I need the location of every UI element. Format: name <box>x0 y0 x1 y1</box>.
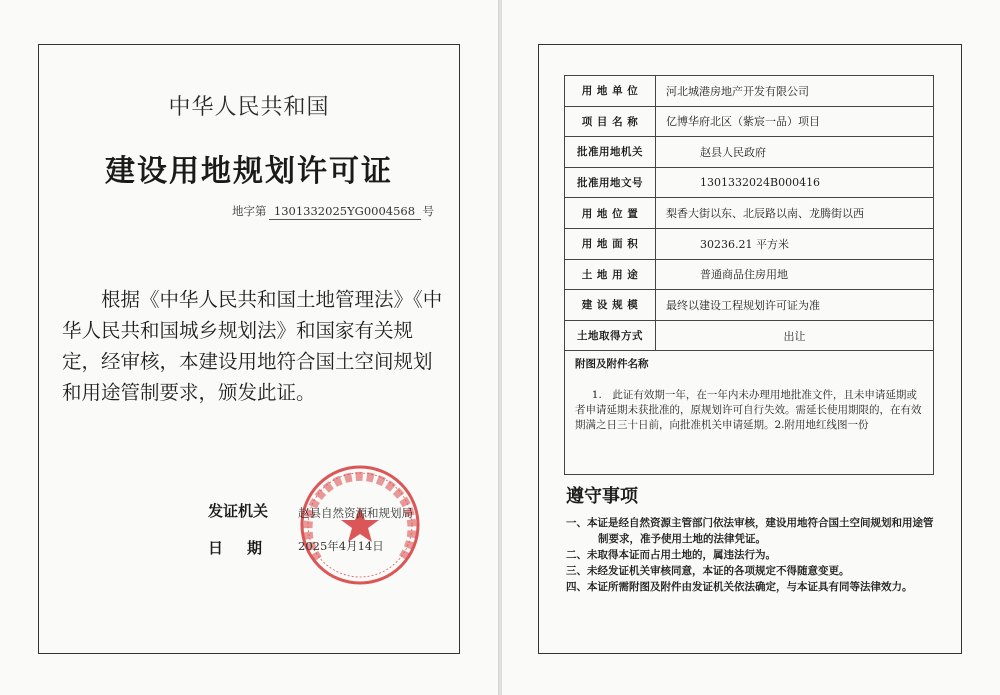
notice-title: 遵守事项 <box>566 486 638 507</box>
row-value: 赵县人民政府 <box>656 137 934 168</box>
table-row <box>565 320 934 351</box>
notice-item: 三、未经发证机关审核同意，本证的各项规定不得随意变更。 <box>566 565 850 577</box>
land-info-table <box>564 75 934 475</box>
row-label: 用 地 位 置 <box>565 198 656 229</box>
certificate-number-line <box>232 203 434 220</box>
country-name: 中华人民共和国 <box>168 95 330 120</box>
row-value: 梨香大街以东、北辰路以南、龙腾街以西 <box>656 198 934 229</box>
table-row <box>565 290 934 321</box>
row-label: 用 地 单 位 <box>565 76 656 107</box>
notice-item: 四、本证所需附图及附件由发证机关依法确定，与本证具有同等法律效力。 <box>566 581 913 593</box>
table-row <box>565 106 934 137</box>
certificate-number: 1301332025YG0004568 <box>269 204 421 220</box>
issuer-label: 发证机关 <box>208 502 269 520</box>
row-label: 土 地 用 途 <box>565 259 656 290</box>
cert-no-prefix: 地字第 <box>232 204 267 218</box>
row-value: 1301332024B000416 <box>656 167 934 198</box>
row-value: 30236.21 平方米 <box>656 228 934 259</box>
issuer-name: 赵县自然资源和规划局 <box>298 506 413 520</box>
row-value: 最终以建设工程规划许可证为准 <box>656 290 934 321</box>
table-row <box>565 167 934 198</box>
row-label: 建 设 规 模 <box>565 290 656 321</box>
row-value: 亿博华府北区（紫宸一品）项目 <box>656 106 934 137</box>
row-label: 批准用地机关 <box>565 137 656 168</box>
row-label: 土地取得方式 <box>565 320 656 351</box>
table-row <box>565 198 934 229</box>
row-label: 用 地 面 积 <box>565 228 656 259</box>
attachments-text: 1. 此证有效期一年，在一年内未办理用地批准文件，且未申请延期或者申请延期未获批准的，原规划许可自行失效。需延长使用期限的，在有效期满之日三十日前，向批准机关申请延期。2.附用地红线图一份 <box>575 389 922 432</box>
notice-list <box>566 515 938 595</box>
attachments-title: 附图及附件名称 <box>575 358 649 371</box>
attachments-cell <box>565 351 934 475</box>
table-row <box>565 137 934 168</box>
issue-date: 2025年4月14日 <box>298 539 384 553</box>
notice-item: 二、未取得本证而占用土地的，属违法行为。 <box>566 549 776 561</box>
certificate-title: 建设用地规划许可证 <box>105 154 393 189</box>
row-label: 项 目 名 称 <box>565 106 656 137</box>
notice-item: 一、本证是经自然资源主管部门依法审核，建设用地符合国土空间规划和用途管制要求，准予使用土地的法律凭证。 <box>566 517 934 545</box>
table-row <box>565 228 934 259</box>
attachments-row <box>565 351 934 475</box>
cert-no-suffix: 号 <box>422 204 434 218</box>
row-label: 批准用地文号 <box>565 167 656 198</box>
table-row <box>565 259 934 290</box>
certificate-body: 根据《中华人民共和国土地管理法》《中华人民共和国城乡规划法》和国家有关规定，经审核，本建设用地符合国土空间规划和用途管制要求，颁发此证。 <box>62 288 443 404</box>
official-seal <box>298 463 422 587</box>
row-value: 出让 <box>656 320 934 351</box>
row-value: 河北城港房地产开发有限公司 <box>656 76 934 107</box>
table-row <box>565 76 934 107</box>
date-label: 日期 <box>208 539 287 557</box>
row-value: 普通商品住房用地 <box>656 259 934 290</box>
